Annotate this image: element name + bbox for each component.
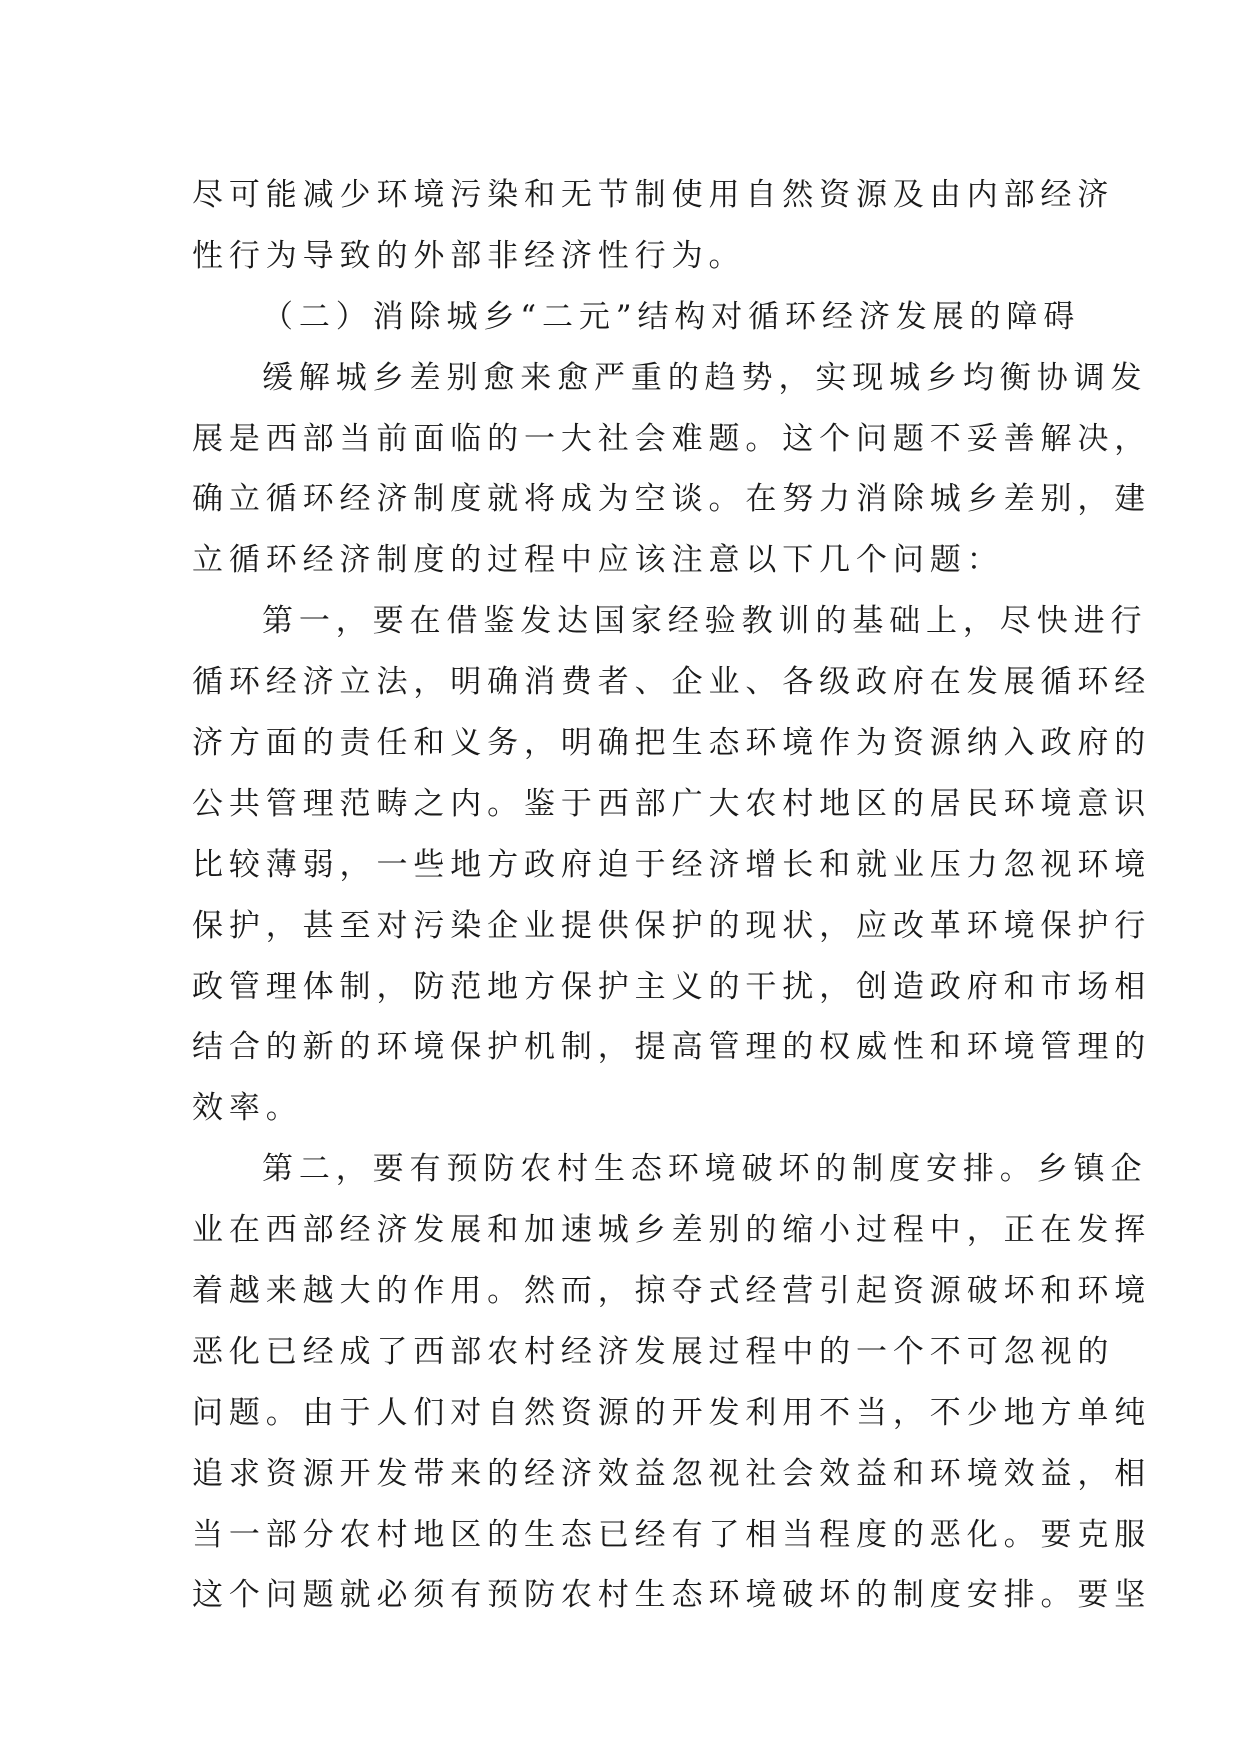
text-line: 追求资源开发带来的经济效益忽视社会效益和环境效益，相 (192, 1455, 1152, 1492)
text-line: 尽可能减少环境污染和无节制使用自然资源及由内部经济 (192, 177, 1115, 213)
text-line: 业在西部经济发展和加速城乡差别的缩小过程中，正在发挥 (192, 1212, 1152, 1249)
text-line: 这个问题就必须有预防农村生态环境破坏的制度安排。要坚 (192, 1577, 1152, 1614)
text-line: 比较薄弱，一些地方政府迫于经济增长和就业压力忽视环境 (192, 846, 1152, 883)
text-line: 公共管理范畴之内。鉴于西部广大农村地区的居民环境意识 (192, 785, 1152, 822)
text-line: 展是西部当前面临的一大社会难题。这个问题不妥善解决， (192, 420, 1152, 457)
text-line: 保护，甚至对污染企业提供保护的现状，应改革环境保护行 (192, 907, 1152, 944)
text-line: 第二，要有预防农村生态环境破坏的制度安排。乡镇企 (262, 1151, 1148, 1188)
text-line: 性行为导致的外部非经济性行为。 (192, 237, 746, 274)
text-line: 着越来越大的作用。然而，掠夺式经营引起资源破坏和环境 (192, 1273, 1152, 1310)
text-line: 效率。 (192, 1090, 303, 1127)
text-line: 循环经济立法，明确消费者、企业、各级政府在发展循环经 (192, 664, 1152, 701)
text-line: 立循环经济制度的过程中应该注意以下几个问题： (192, 542, 1004, 579)
text-line: 结合的新的环境保护机制，提高管理的权威性和环境管理的 (192, 1029, 1152, 1066)
text-line: 确立循环经济制度就将成为空谈。在努力消除城乡差别，建 (192, 481, 1152, 518)
text-line: 政管理体制，防范地方保护主义的干扰，创造政府和市场相 (192, 968, 1152, 1005)
body-text (192, 165, 1152, 1626)
text-line: 缓解城乡差别愈来愈严重的趋势，实现城乡均衡协调发 (262, 359, 1148, 396)
text-line: 问题。由于人们对自然资源的开发利用不当，不少地方单纯 (192, 1394, 1152, 1431)
text-line: （二）消除城乡“二元”结构对循环经济发展的障碍 (262, 298, 1081, 335)
text-line: 当一部分农村地区的生态已经有了相当程度的恶化。要克服 (192, 1516, 1152, 1553)
text-line: 第一，要在借鉴发达国家经验教训的基础上，尽快进行 (262, 603, 1148, 640)
text-line: 恶化已经成了西部农村经济发展过程中的一个不可忽视的 (192, 1333, 1115, 1370)
text-line: 济方面的责任和义务，明确把生态环境作为资源纳入政府的 (192, 725, 1152, 762)
